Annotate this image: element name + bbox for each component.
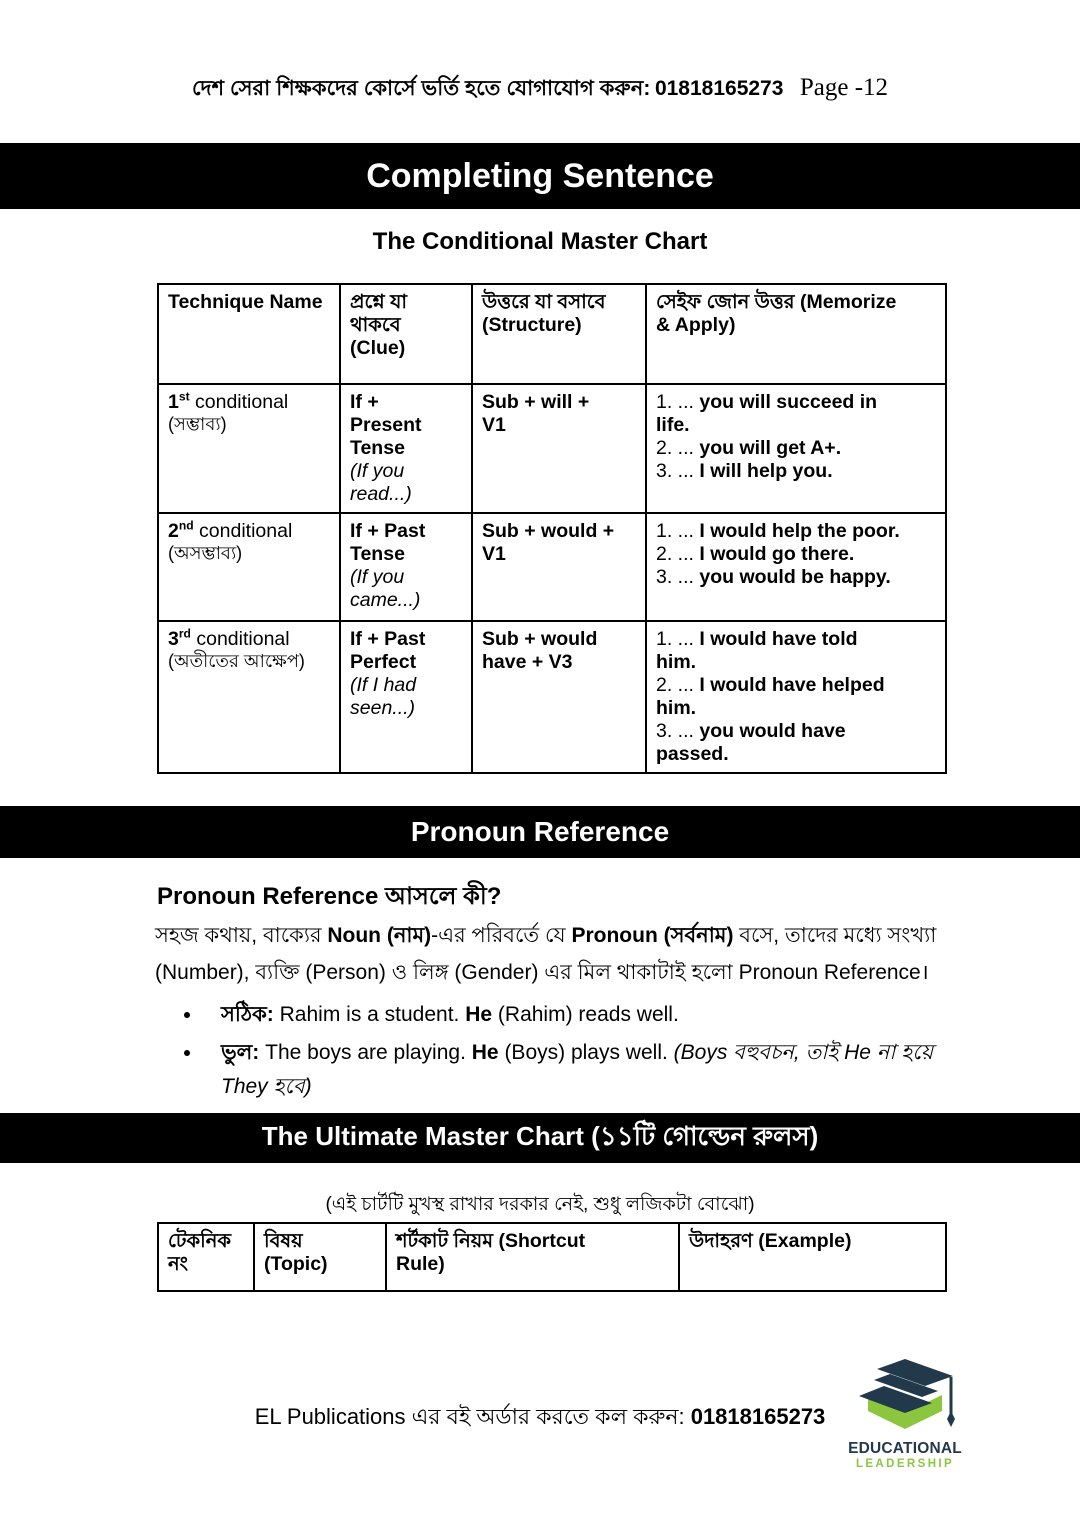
- cell-technique-bengali: (অতীতের আক্ষেপ): [168, 651, 305, 671]
- table-row: [158, 384, 946, 513]
- educational-leadership-logo: [845, 1355, 965, 1480]
- page-header: [0, 72, 1080, 107]
- cell-safe-zone-answer: 1. ... I would help the poor. 2. ... I would go there. 3. ... you would be happy.: [646, 513, 946, 621]
- ultimate-chart-note: (এই চার্টটি মুখস্থ রাখার দরকার নেই, শুধু লজিকটা বোঝো): [325, 1194, 755, 1215]
- header-example: উদাহরণ (Example): [679, 1223, 946, 1291]
- header-bengali-contact: দেশ সেরা শিক্ষকদের কোর্সে ভর্তি হতে যোগাযোগ করুন:: [191, 77, 651, 100]
- footer-order-text: EL Publications এর বই অর্ডার করতে কল করুন: 01818165273: [254, 1404, 826, 1429]
- cell-structure: Sub + would + V1: [472, 513, 646, 621]
- list-item: • সঠিক: Rahim is a student. He (Rahim) reads well.: [203, 998, 955, 1032]
- header-topic: বিষয় (Topic): [254, 1223, 386, 1291]
- pronoun-reference-question-heading: Pronoun Reference আসলে কী?: [157, 883, 502, 910]
- cell-clue: If + Present Tense (If you read...): [340, 384, 472, 513]
- banner-title: Completing Sentence: [366, 156, 714, 195]
- header-phone: 01818165273: [654, 77, 784, 100]
- header-technique-name: Technique Name: [158, 284, 340, 384]
- cell-safe-zone-answer: 1. ... I would have told him. 2. ... I would have helped him. 3. ... you would have passed.: [646, 621, 946, 773]
- banner-title: Pronoun Reference: [410, 816, 670, 847]
- cell-clue: If + Past Perfect (If I had seen...): [340, 621, 472, 773]
- section-banner-ultimate-master-chart: [0, 1113, 1080, 1163]
- table-row: [158, 513, 946, 621]
- cell-technique-name: 2nd conditional (অসম্ভাব্য): [158, 513, 340, 621]
- cell-structure: Sub + would have + V3: [472, 621, 646, 773]
- header-safe-zone-answer: সেইফ জোন উত্তর (Memorize & Apply): [646, 284, 946, 384]
- list-item: • ভুল: The boys are playing. He (Boys) plays well. (Boys বহুবচন, তাই He না হয়ে They হবে): [203, 1036, 955, 1104]
- conditional-master-chart-subtitle: The Conditional Master Chart: [372, 228, 708, 255]
- conditional-master-chart-table: [157, 283, 947, 774]
- cell-structure: Sub + will + V1: [472, 384, 646, 513]
- table-header-row: [158, 284, 946, 384]
- section-banner-completing-sentence: [0, 143, 1080, 209]
- section-banner-pronoun-reference: [0, 806, 1080, 858]
- ultimate-master-chart-table: [157, 1222, 947, 1292]
- cell-clue: If + Past Tense (If you came...): [340, 513, 472, 621]
- bullet-label: ভুল:: [221, 1041, 260, 1065]
- header-shortcut-rule: শর্টকাট নিয়ম (Shortcut Rule): [386, 1223, 679, 1291]
- bullet-label: সঠিক:: [221, 1003, 274, 1026]
- cell-technique-bengali: (অসম্ভাব্য): [168, 543, 243, 563]
- cell-technique-bengali: (সম্ভাব্য): [168, 414, 227, 434]
- logo-text-leadership: LEADERSHIP: [855, 1458, 955, 1470]
- cell-technique-name: 1st conditional (সম্ভাব্য): [158, 384, 340, 513]
- cell-technique-name: 3rd conditional (অতীতের আক্ষেপ): [158, 621, 340, 773]
- header-technique-number: টেকনিক নং: [158, 1223, 254, 1291]
- pronoun-reference-definition: সহজ কথায়, বাক্যের Noun (নাম)-এর পরিবর্তে যে Pronoun (সর্বনাম) বসে, তাদের মধ্যে সংখ্যা (Number), ব্যক্তি (Person) ও লিঙ্গ (Gender) এর মিল থাকাটাই হলো Pronoun Reference।: [155, 924, 937, 984]
- table-header-row: [158, 1223, 946, 1291]
- header-structure: উত্তরে যা বসাবে (Structure): [472, 284, 646, 384]
- page-number: Page -12: [799, 74, 889, 101]
- logo-text-educational: EDUCATIONAL: [848, 1440, 962, 1457]
- bullet-italic-note: (Boys বহুবচন, তাই He না হয়ে They হবে): [221, 1041, 934, 1099]
- graduation-cap-icon: [845, 1355, 965, 1438]
- pronoun-reference-examples-list: [155, 998, 955, 1108]
- cell-safe-zone-answer: 1. ... you will succeed in life. 2. ... you will get A+. 3. ... I will help you.: [646, 384, 946, 513]
- table-row: [158, 621, 946, 773]
- banner-title: The Ultimate Master Chart (১১টি গোল্ডেন রুলস): [261, 1121, 819, 1151]
- header-clue: প্রশ্নে যা থাকবে (Clue): [340, 284, 472, 384]
- footer-phone: 01818165273: [690, 1404, 826, 1429]
